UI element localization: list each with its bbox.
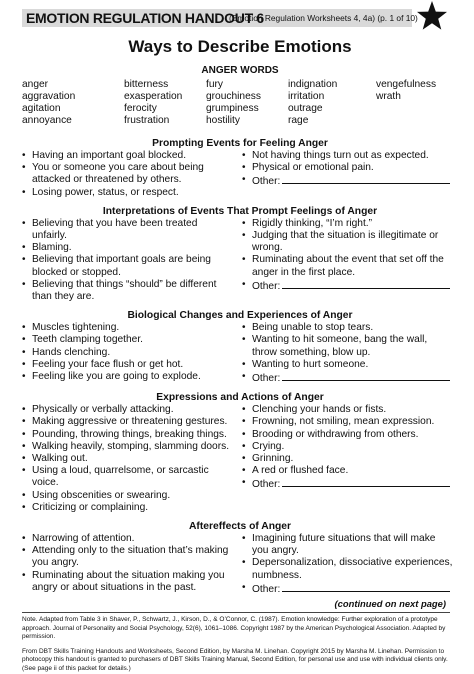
section-heading: Prompting Events for Feeling Anger <box>152 138 328 149</box>
list-item <box>242 533 454 557</box>
bullet-icon: • <box>22 358 26 370</box>
list-item <box>242 453 454 465</box>
list-item-text: Believing that things “should” be different than they are. <box>32 278 217 303</box>
items-column-left <box>22 218 232 303</box>
list-item <box>242 254 454 278</box>
anger-words-heading: ANGER WORDS <box>201 65 279 76</box>
word-column <box>22 79 124 127</box>
list-item <box>242 162 454 174</box>
items-column-right <box>242 150 454 199</box>
list-item <box>242 322 454 334</box>
anger-word: fury <box>206 79 223 90</box>
anger-word: exasperation <box>124 91 183 102</box>
bullet-icon: • <box>22 428 26 440</box>
anger-word: aggravation <box>22 91 76 102</box>
copyright-note: From DBT Skills Training Handouts and Worksheets, Second Edition, by Marsha M. Linehan. Copyright 2015 by Marsha M. Linehan. Permission to photocopy this handout is granted to purchasers of DBT Skills Training Manual, Second Edition, for personal use and use with individual clients only. (See page ii of this packet for details.) <box>22 647 448 673</box>
list-item <box>22 545 232 569</box>
word-column <box>376 79 446 127</box>
sections-container <box>22 137 458 596</box>
list-item-text: Grinning. <box>252 453 294 465</box>
bullet-icon: • <box>22 186 26 198</box>
list-item <box>22 453 232 465</box>
bullet-icon: • <box>242 150 246 161</box>
list-item <box>22 533 232 545</box>
list-item <box>22 429 232 441</box>
other-label: Other: <box>252 280 281 292</box>
items-column-left <box>22 533 232 596</box>
bullet-icon: • <box>22 569 26 581</box>
list-item <box>242 359 454 371</box>
word-column <box>288 79 376 127</box>
bullet-icon: • <box>22 489 26 501</box>
other-fill-line[interactable] <box>282 279 450 289</box>
anger-word: frustration <box>124 115 170 126</box>
anger-word: anger <box>22 79 49 90</box>
other-item <box>242 582 454 596</box>
list-item-text: Judging that the situation is illegitimate or wrong. <box>252 230 439 254</box>
handout-title: EMOTION REGULATION HANDOUT 6 <box>26 10 264 26</box>
list-item <box>22 218 232 242</box>
bullet-icon: • <box>242 581 246 593</box>
list-item-text: Feeling like you are going to explode. <box>32 371 201 383</box>
other-fill-line[interactable] <box>282 477 450 487</box>
section-items <box>22 218 458 303</box>
other-label: Other: <box>252 583 281 595</box>
bullet-icon: • <box>22 371 26 383</box>
anger-word: hostility <box>206 115 240 126</box>
anger-word: outrage <box>288 103 323 114</box>
list-item <box>242 218 454 230</box>
bullet-icon: • <box>22 501 26 513</box>
section-heading: Biological Changes and Experiences of Anger <box>127 310 353 322</box>
bullet-icon: • <box>22 254 26 266</box>
list-item <box>242 334 454 358</box>
list-item-text: You or someone you care about being attacked or threatened by others. <box>32 162 204 186</box>
list-item-text: Using obscenities or swearing. <box>32 489 171 501</box>
source-note: Note. Adapted from Table 3 in Shaver, P., Schwartz, J., Kirson, D., & O’Connor, C. (1987). Emotion knowledge: Further exploration of a prototype approach. Journal of Personality and Social Psychology, 52(6), 1061–1086. Copyright 1987 by the American Psychological Association. Adapted by permission. <box>22 616 446 641</box>
bullet-icon: • <box>22 465 26 477</box>
list-item <box>22 347 232 359</box>
list-item-text: Blaming. <box>32 242 72 254</box>
page-title: Ways to Describe Emotions <box>128 37 352 56</box>
bullet-icon: • <box>22 453 26 465</box>
bullet-icon: • <box>242 453 246 465</box>
list-item <box>22 359 232 371</box>
items-column-right <box>242 404 454 514</box>
star-icon <box>416 0 448 32</box>
list-item-text: Brooding or withdrawing from others. <box>252 428 419 440</box>
anger-word: annoyance <box>22 115 72 126</box>
section-items <box>22 404 458 514</box>
list-item-text: Not having things turn out as expected. <box>252 150 429 161</box>
divider <box>22 612 450 613</box>
section-heading: Interpretations of Events That Prompt Feelings of Anger <box>102 205 378 217</box>
section-items <box>22 322 458 385</box>
items-column-left <box>22 322 232 385</box>
items-column-left <box>22 150 232 199</box>
list-item <box>22 465 232 489</box>
anger-word: vengefulness <box>376 79 437 90</box>
list-item-text: Losing power, status, or respect. <box>32 186 179 198</box>
list-item-text: Believing that you have been treated unfairly. <box>32 217 198 242</box>
bullet-icon: • <box>22 322 26 334</box>
anger-word: rage <box>288 115 309 126</box>
list-item <box>22 334 232 346</box>
other-item <box>242 279 454 293</box>
list-item <box>242 404 454 416</box>
bullet-icon: • <box>242 174 246 186</box>
section-heading: Aftereffects of Anger <box>188 521 292 533</box>
other-fill-line[interactable] <box>282 174 450 184</box>
list-item <box>22 150 232 162</box>
list-item-text: Using a loud, quarrelsome, or sarcastic voice. <box>32 465 209 489</box>
list-item-text: Attending only to the situation that’s making you angry. <box>32 545 229 569</box>
bullet-icon: • <box>22 217 26 229</box>
bullet-icon: • <box>242 416 246 428</box>
list-item <box>242 441 454 453</box>
list-item-text: Teeth clamping together. <box>32 334 144 346</box>
handout-header <box>22 8 458 30</box>
anger-word: ferocity <box>124 103 157 114</box>
other-item <box>242 477 454 491</box>
list-item <box>22 502 232 514</box>
bullet-icon: • <box>242 477 246 489</box>
anger-word: agitation <box>22 103 61 114</box>
list-item-text: Criticizing or complaining. <box>32 501 149 513</box>
bullet-icon: • <box>242 371 246 383</box>
bullet-icon: • <box>242 322 246 334</box>
other-fill-line[interactable] <box>282 582 450 592</box>
list-item <box>22 162 232 186</box>
bullet-icon: • <box>22 404 26 416</box>
handout-subtitle: (Emotion Regulation Worksheets 4, 4a) (p. 1 of 10) <box>229 13 418 23</box>
other-fill-line[interactable] <box>282 371 450 381</box>
list-item-text: Wanting to hit someone, bang the wall, throw something, blow up. <box>252 334 428 358</box>
anger-word: bitterness <box>124 79 169 90</box>
list-item <box>22 279 232 303</box>
bullet-icon: • <box>22 334 26 346</box>
list-item <box>22 490 232 502</box>
bullet-icon: • <box>242 440 246 452</box>
bullet-icon: • <box>22 242 26 254</box>
continued-note: (continued on next page) <box>334 598 446 610</box>
list-item <box>22 404 232 416</box>
list-item-text: Feeling your face flush or get hot. <box>32 358 184 370</box>
bullet-icon: • <box>242 162 246 174</box>
bullet-icon: • <box>22 545 26 557</box>
word-column <box>124 79 206 127</box>
other-label: Other: <box>252 176 281 188</box>
list-item-text: Ruminating about the event that set off the anger in the first place. <box>252 254 444 278</box>
list-item <box>22 187 232 199</box>
list-item-text: Making aggressive or threatening gestures. <box>32 416 228 428</box>
list-item-text: Wanting to hurt someone. <box>252 358 369 370</box>
items-column-right <box>242 322 454 385</box>
list-item-text: Believing that important goals are being blocked or stopped. <box>32 254 211 278</box>
list-item-text: Imagining future situations that will make you angry. <box>252 533 436 557</box>
section-items <box>22 150 458 199</box>
bullet-icon: • <box>242 230 246 242</box>
bullet-icon: • <box>242 254 246 266</box>
list-item-text: Walking out. <box>32 453 88 465</box>
list-item <box>242 429 454 441</box>
list-item <box>242 557 454 581</box>
list-item-text: Walking heavily, stomping, slamming doors. <box>32 440 230 452</box>
bullet-icon: • <box>242 358 246 370</box>
list-item <box>22 254 232 278</box>
bullet-icon: • <box>242 334 246 346</box>
other-label: Other: <box>252 373 281 385</box>
items-column-right <box>242 218 454 303</box>
list-item-text: Hands clenching. <box>32 346 111 358</box>
list-item <box>242 416 454 428</box>
list-item <box>22 416 232 428</box>
items-column-right <box>242 533 454 596</box>
bullet-icon: • <box>242 533 246 545</box>
list-item-text: Pounding, throwing things, breaking things. <box>32 428 227 440</box>
anger-word: wrath <box>376 91 401 102</box>
bullet-icon: • <box>242 465 246 477</box>
list-item-text: Physically or verbally attacking. <box>32 404 174 416</box>
anger-word: grumpiness <box>206 103 259 114</box>
list-item-text: A red or flushed face. <box>252 465 349 477</box>
bullet-icon: • <box>242 557 246 569</box>
anger-word: grouchiness <box>206 91 261 102</box>
bullet-icon: • <box>22 416 26 428</box>
anger-words-grid <box>22 79 458 127</box>
other-label: Other: <box>252 479 281 491</box>
bullet-icon: • <box>242 428 246 440</box>
list-item-text: Crying. <box>252 440 285 452</box>
bullet-icon: • <box>22 440 26 452</box>
list-item <box>22 441 232 453</box>
bullet-icon: • <box>242 278 246 290</box>
list-item <box>22 371 232 383</box>
word-column <box>206 79 288 127</box>
list-item <box>22 570 232 594</box>
bullet-icon: • <box>22 150 26 161</box>
bullet-icon: • <box>22 533 26 545</box>
bullet-icon: • <box>242 217 246 229</box>
list-item-text: Being unable to stop tears. <box>252 322 374 334</box>
list-item-text: Frowning, not smiling, mean expression. <box>252 416 435 428</box>
bullet-icon: • <box>22 162 26 174</box>
bullet-icon: • <box>242 404 246 416</box>
bullet-icon: • <box>22 278 26 290</box>
list-item-text: Depersonalization, dissociative experiences, numbness. <box>252 557 453 581</box>
list-item <box>22 322 232 334</box>
items-column-left <box>22 404 232 514</box>
list-item-text: Having an important goal blocked. <box>32 150 187 161</box>
list-item <box>22 242 232 254</box>
section-items <box>22 533 458 596</box>
section-heading: Expressions and Actions of Anger <box>156 392 324 404</box>
list-item-text: Clenching your hands or fists. <box>252 404 387 416</box>
list-item-text: Physical or emotional pain. <box>252 162 374 174</box>
list-item-text: Ruminating about the situation making you angry or about situations in the past. <box>32 569 225 593</box>
list-item <box>242 150 454 162</box>
list-item-text: Rigidly thinking, “I’m right.” <box>252 217 373 229</box>
anger-word: irritation <box>288 91 325 102</box>
list-item <box>242 230 454 254</box>
anger-word: indignation <box>288 79 338 90</box>
other-item <box>242 174 454 188</box>
other-item <box>242 371 454 385</box>
bullet-icon: • <box>22 346 26 358</box>
list-item-text: Muscles tightening. <box>32 322 120 334</box>
list-item <box>242 465 454 477</box>
list-item-text: Narrowing of attention. <box>32 533 135 545</box>
